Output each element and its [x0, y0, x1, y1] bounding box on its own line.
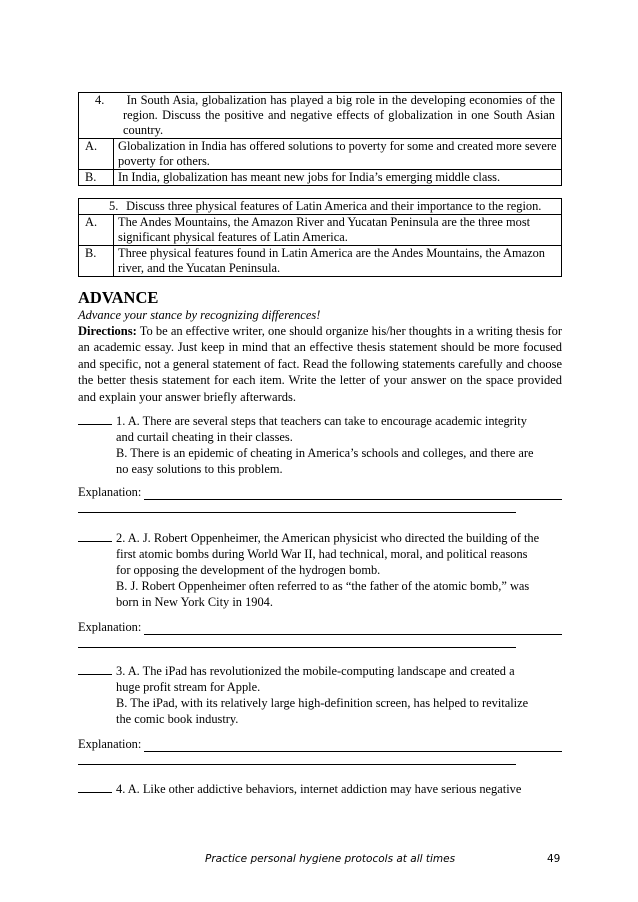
question-table-5 [78, 198, 562, 277]
item-1 [78, 412, 562, 477]
explanation-label: Explanation: [78, 620, 142, 634]
option-text: In India, globalization has meant new jobs for India’s emerging middle class. [114, 170, 562, 186]
option-a-text-cont: for opposing the development of the hydrogen bomb. [116, 563, 381, 577]
option-text: Three physical features found in Latin America are the Andes Mountains, the Amazon river, and the Yucatan Peninsula. [114, 246, 562, 277]
option-text: The Andes Mountains, the Amazon River and Yucatan Peninsula are the three most significant physical features of Latin America. [114, 215, 562, 246]
option-b-text-cont: born in New York City in 1904. [116, 595, 273, 609]
option-a-text-cont: and curtail cheating in their classes. [116, 430, 293, 444]
explanation-line[interactable] [144, 487, 562, 500]
answer-blank[interactable] [78, 662, 112, 675]
directions-label: Directions: [78, 324, 137, 338]
item-number: 2. [116, 531, 126, 545]
answer-blank[interactable] [78, 529, 112, 542]
directions-text: To be an effective writer, one should organize his/her thoughts in a writing thesis for an academic essay. Just keep in mind that an effective thesis statement should be more focused and specific, not a general statement of fact. Read the following statements carefully and choose the better thesis statement for each item. Write the letter of your answer on the space provided and explain your answer briefly afterwards. [78, 324, 562, 404]
option-a-text: A. There are several steps that teachers can take to encourage academic integrity [127, 414, 527, 428]
option-a-text: A. Like other addictive behaviors, internet addiction may have serious negative [127, 782, 522, 796]
explanation-line[interactable] [78, 635, 516, 648]
option-b-text-cont: no easy solutions to this problem. [116, 462, 283, 476]
question-5-cell [79, 199, 562, 215]
option-b-text: B. J. Robert Oppenheimer often referred to as “the father of the atomic bomb,” was [116, 579, 530, 593]
explanation-line[interactable] [144, 622, 562, 635]
option-letter: B. [79, 170, 114, 186]
answer-blank[interactable] [78, 780, 112, 793]
item-number: 1. [116, 414, 126, 428]
question-table-4 [78, 92, 562, 186]
explanation-1 [78, 485, 562, 513]
explanation-label: Explanation: [78, 485, 142, 499]
option-b-text-cont: the comic book industry. [116, 712, 239, 726]
question-number: 5. [109, 199, 119, 213]
question-text: Discuss three physical features of Latin America and their importance to the region. [126, 199, 542, 213]
explanation-line[interactable] [144, 739, 562, 752]
question-number: 4. [95, 93, 105, 107]
directions-paragraph [78, 323, 562, 405]
explanation-line[interactable] [78, 500, 516, 513]
option-b-text: B. There is an epidemic of cheating in America’s schools and colleges, and there are [116, 446, 534, 460]
option-a-text: A. The iPad has revolutionized the mobile-computing landscape and created a [127, 664, 515, 678]
question-text: In South Asia, globalization has played a big role in the developing economies of the region. Discuss the positive and negative effects of globalization in one South Asian country. [123, 93, 555, 137]
explanation-line[interactable] [78, 752, 516, 765]
option-a-text-cont: huge profit stream for Apple. [116, 680, 261, 694]
item-number: 3. [116, 664, 126, 678]
answer-blank[interactable] [78, 412, 112, 425]
item-4 [78, 780, 562, 797]
option-a-text-cont: first atomic bombs during World War II, had technical, moral, and political reasons [116, 547, 528, 561]
item-2 [78, 529, 562, 610]
option-text: Globalization in India has offered solutions to poverty for some and created more severe poverty for others. [114, 139, 562, 170]
explanation-3 [78, 737, 562, 765]
option-a-text: A. J. Robert Oppenheimer, the American physicist who directed the building of the [127, 531, 540, 545]
question-4-cell [79, 93, 562, 139]
section-subtitle: Advance your stance by recognizing differences! [78, 308, 321, 322]
footer-text: Practice personal hygiene protocols at all times [205, 853, 456, 865]
explanation-label: Explanation: [78, 737, 142, 751]
explanation-2 [78, 620, 562, 648]
item-number: 4. [116, 782, 126, 796]
option-letter: A. [79, 215, 114, 246]
option-letter: A. [79, 139, 114, 170]
section-title: ADVANCE [78, 288, 159, 307]
option-letter: B. [79, 246, 114, 277]
option-b-text: B. The iPad, with its relatively large high-definition screen, has helped to revitalize [116, 696, 529, 710]
page-number: 49 [547, 853, 561, 865]
item-3 [78, 662, 562, 727]
